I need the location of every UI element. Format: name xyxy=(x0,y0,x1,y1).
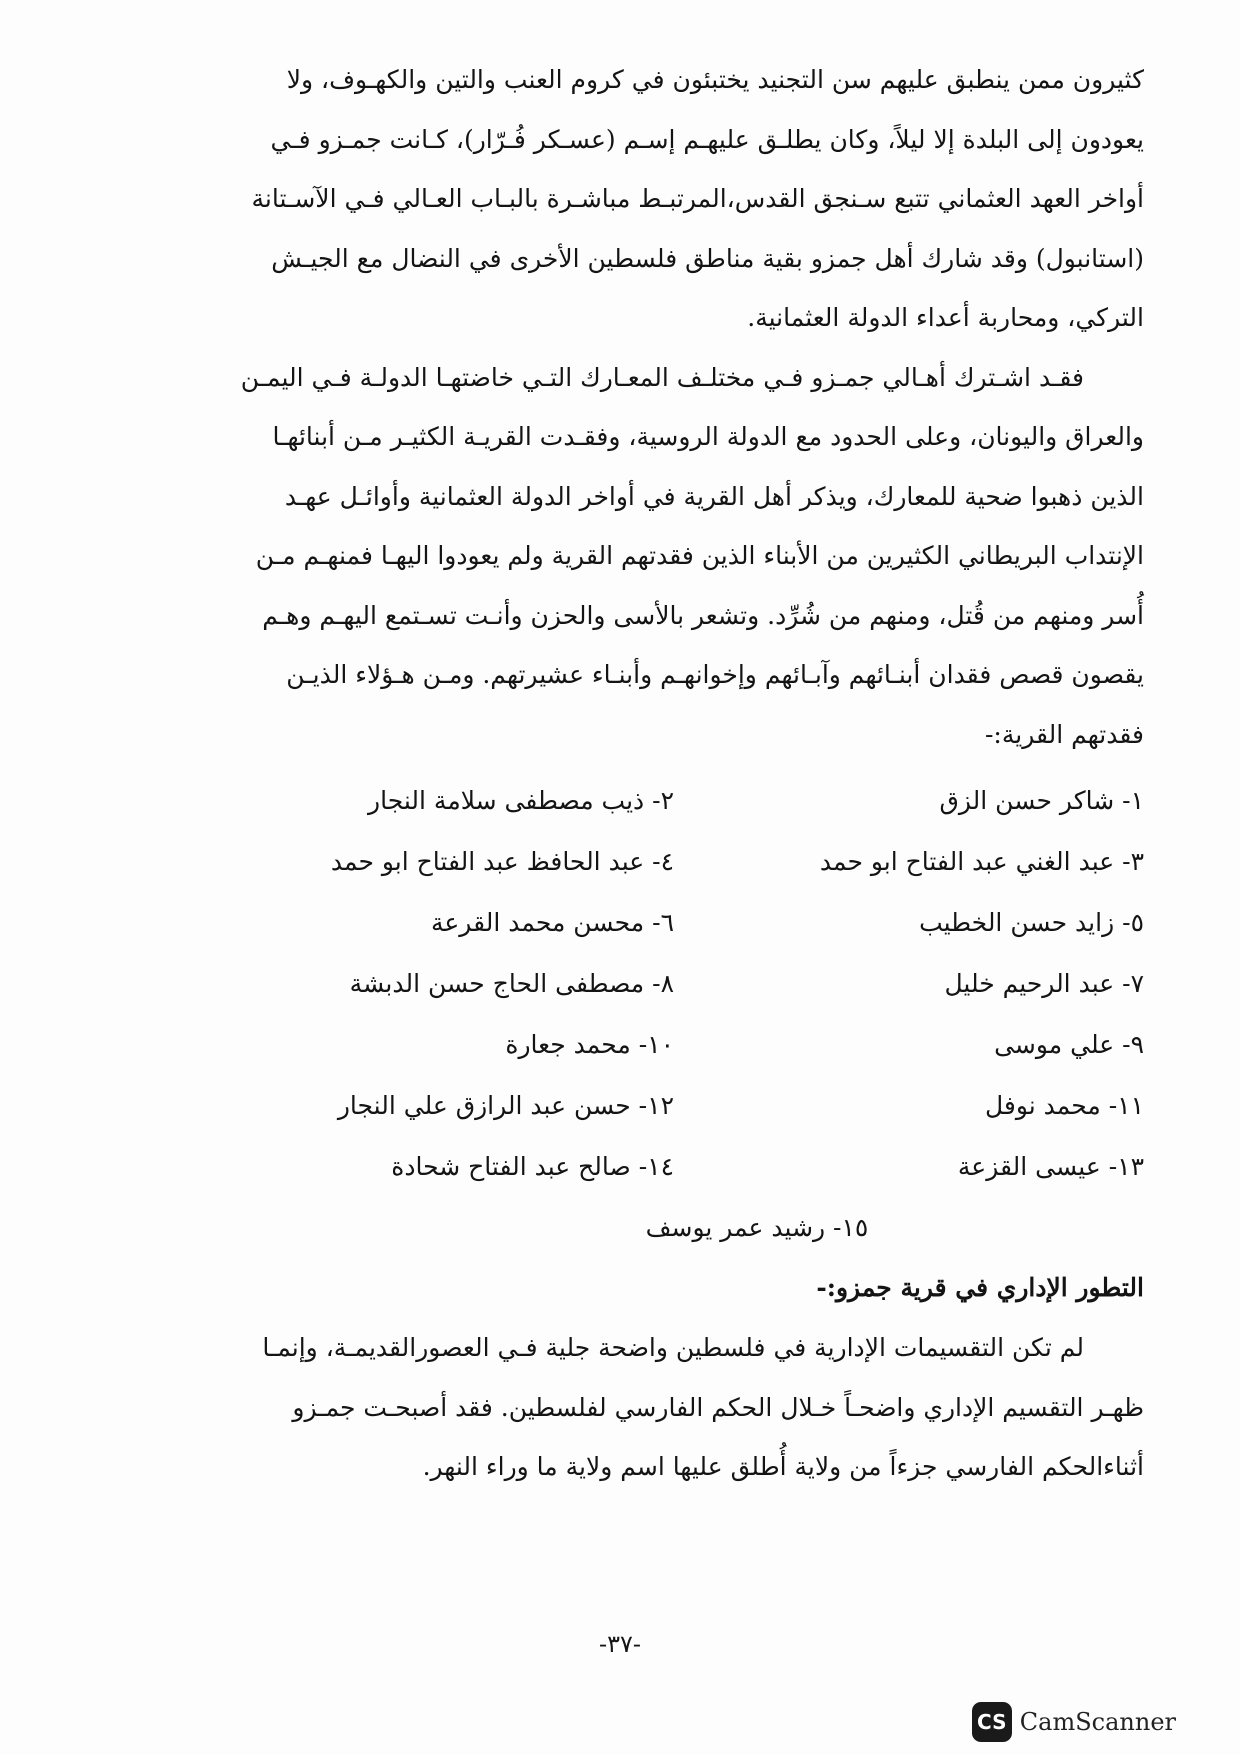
page-number: -٣٧- xyxy=(599,1630,641,1658)
list-entry: ١٤- صالح عبد الفتاح شحادة xyxy=(391,1152,674,1181)
document-page xyxy=(90,50,1144,1670)
list-entry: ٢- ذيب مصطفى سلامة النجار xyxy=(368,786,674,815)
text-line: الذين ذهبوا ضحية للمعارك، ويذكر أهل القرية في أواخر الدولة العثمانية وأوائـل عهـد xyxy=(284,481,1144,511)
text-line: والعراق واليونان، وعلى الحدود مع الدولة الروسية، وفقـدت القريـة الكثيـر مـن أبنائهـا xyxy=(272,422,1144,451)
list-entry: ٤- عبد الحافظ عبد الفتاح ابو حمد xyxy=(330,847,674,876)
list-item xyxy=(90,831,1144,892)
text-line: لم تكن التقسيمات الإدارية في فلسطين واضحة جلية فـي العصورالقديمـة، وإنمـا xyxy=(262,1333,1084,1362)
paragraph-1 xyxy=(90,50,1144,348)
list-entry: ٩- علي موسى xyxy=(994,1030,1144,1059)
list-item xyxy=(90,1075,1144,1136)
list-entry: ٧- عبد الرحيم خليل xyxy=(944,969,1144,998)
list-item xyxy=(90,953,1144,1014)
camscanner-logo-icon: CS xyxy=(972,1702,1012,1742)
list-item xyxy=(90,892,1144,953)
paragraph-3 xyxy=(90,1318,1144,1497)
paragraph-2 xyxy=(90,348,1144,765)
camscanner-watermark xyxy=(972,1702,1176,1742)
list-entry: ١٠- محمد جعارة xyxy=(505,1030,674,1059)
names-list xyxy=(90,770,1144,1258)
list-entry: ١- شاكر حسن الزق xyxy=(939,786,1144,815)
list-item-last: ١٥- رشيد عمر يوسف xyxy=(645,1213,869,1242)
text-line: يعودون إلى البلدة إلا ليلاً، وكان يطلـق عليهـم إسـم (عسـكر فُـرّار)، كـانت جمـزو فـي xyxy=(270,124,1144,154)
text-line: الإنتداب البريطاني الكثيرين من الأبناء الذين فقدتهم القرية ولم يعودوا اليهـا فمنهـم مـن xyxy=(255,541,1144,570)
text-line: يقصون قصص فقدان أبنـائهم وآبـائهم وإخوانهـم وأبنـاء عشيرتهم. ومـن هـؤلاء الذيـن xyxy=(286,660,1144,689)
list-entry: ١٢- حسن عبد الرازق علي النجار xyxy=(337,1091,674,1120)
text-line: أواخر العهد العثماني تتبع سـنجق القدس،المرتبـط مباشـرة بالبـاب العـالي فـي الآسـتانة xyxy=(251,184,1144,213)
text-line: فقدتهم القرية:- xyxy=(984,719,1144,749)
list-entry: ٣- عبد الغني عبد الفتاح ابو حمد xyxy=(819,847,1144,876)
text-line: فقـد اشـترك أهـالي جمـزو فـي مختلـف المعـارك التـي خاضتهـا الدولـة فـي اليمـن xyxy=(240,362,1084,392)
text-line: أُسر ومنهم من قُتل، ومنهم من شُرِّد. وتشعر بالأسى والحزن وأنـت تسـتمع اليهـم وهـم xyxy=(262,600,1144,630)
list-item xyxy=(90,1014,1144,1075)
list-item xyxy=(90,1136,1144,1197)
list-entry: ٥- زايد حسن الخطيب xyxy=(919,908,1144,937)
list-entry: ٦- محسن محمد القرعة xyxy=(430,908,674,937)
camscanner-label: CamScanner xyxy=(1019,1708,1176,1736)
text-line: ظهـر التقسيم الإداري واضحـاً خـلال الحكم الفارسي لفلسطين. فقد أصبحـت جمـزو xyxy=(292,1392,1144,1422)
list-item xyxy=(90,770,1144,831)
list-entry: ١١- محمد نوفل xyxy=(984,1091,1144,1120)
text-line: كثيرون ممن ينطبق عليهم سن التجنيد يختبئون في كروم العنب والتين والكهـوف، ولا xyxy=(286,65,1144,94)
text-line: (استانبول) وقد شارك أهل جمزو بقية مناطق فلسطين الأخرى في النضال مع الجيـش xyxy=(271,243,1144,273)
text-line: أثناءالحكم الفارسي جزءاً من ولاية أُطلق عليها اسم ولاية ما وراء النهر. xyxy=(422,1452,1144,1481)
list-entry: ٨- مصطفى الحاج حسن الدبشة xyxy=(349,969,674,998)
text-line: التركي، ومحاربة أعداء الدولة العثمانية. xyxy=(747,303,1144,332)
section-heading: التطور الإداري في قرية جمزو:- xyxy=(816,1273,1144,1302)
list-entry: ١٣- عيسى القزعة xyxy=(957,1152,1144,1181)
